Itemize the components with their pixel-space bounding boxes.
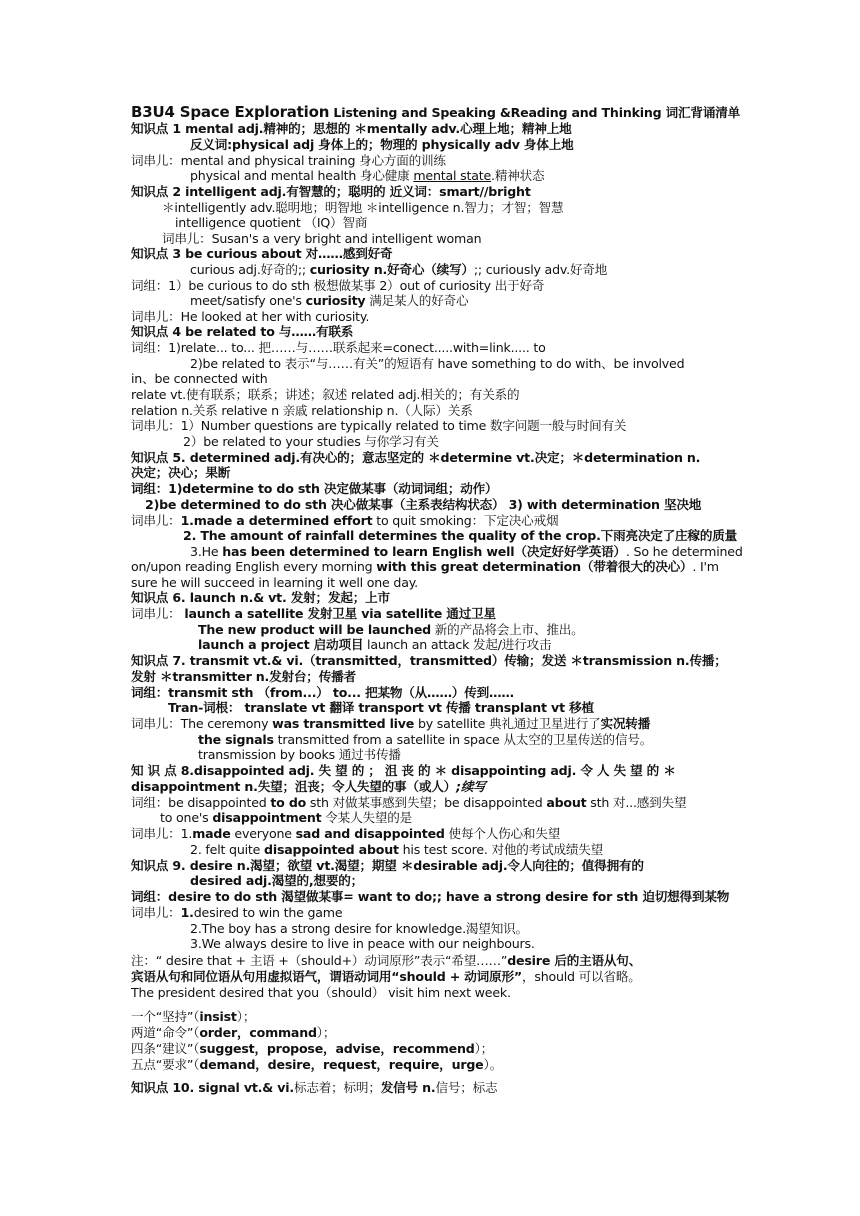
text-segment: in、be connected with — [131, 371, 268, 386]
text-line — [190, 262, 607, 277]
text-segment: mental state — [413, 168, 492, 183]
text-segment: desired adj.渴望的,想要的； — [190, 873, 364, 888]
text-segment: 2. The amount of rainfall determines the quality of the crop.下雨亮决定了庄稼的质量 — [183, 528, 738, 543]
text-line — [168, 700, 594, 715]
text-segment: 知识点 6. launch n.& vt. 发射；发起；上市 — [131, 590, 390, 605]
text-segment: physical and mental health 身心健康 — [190, 168, 414, 183]
text-segment: relate vt.使有联系；联系；讲述；叙述 related adj.相关的；有关系的 — [131, 387, 520, 402]
text-segment: 词串儿： — [131, 905, 181, 920]
text-segment: the signals — [198, 732, 274, 747]
text-line — [131, 716, 650, 731]
text-segment: on/upon reading English every morning — [131, 559, 377, 574]
text-segment: made — [192, 826, 231, 841]
text-line — [131, 105, 740, 120]
text-line — [131, 653, 727, 668]
text-line — [131, 481, 497, 496]
text-segment: intelligence quotient （IQ）智商 — [175, 215, 368, 230]
text-segment: desired to win the game — [193, 905, 343, 920]
text-segment: 知 识 点 8.disappointed adj. 失 望 的 ； 沮 丧 的 ＊ disappointing adj. 令 人 失 望 的 ＊ — [131, 763, 676, 778]
text-segment: curious adj.好奇的;; — [190, 262, 310, 277]
text-segment: 使每个人伤心和失望 — [444, 826, 561, 841]
text-line — [190, 356, 684, 371]
text-segment: 词串儿：1. — [131, 826, 193, 841]
text-line — [131, 953, 641, 968]
text-line — [131, 246, 392, 261]
text-line — [190, 936, 535, 951]
text-segment: sth 对...感到失望 — [586, 795, 687, 810]
text-segment: 知识点 5. determined adj.有决心的；意志坚定的 ＊determine vt.决定；＊determination n. — [131, 450, 701, 465]
text-segment: 知识点 7. transmit vt.& vi.（transmitted，transmitted）传输；发送 ＊transmission n.传播； — [131, 653, 727, 668]
text-segment: ;; curiously adv.好奇地 — [473, 262, 608, 277]
text-line — [131, 403, 473, 418]
text-segment: with this great determination（带着很大的决心） — [376, 559, 693, 574]
text-segment: 实况转播 — [600, 716, 651, 731]
text-segment: has been determined to learn English well（决定好好学英语） — [222, 544, 626, 559]
text-line — [198, 732, 652, 747]
text-segment: B3U4 Space Exploration — [131, 103, 330, 121]
text-segment: curiosity n.好奇心（续写） — [309, 262, 474, 277]
text-line — [131, 559, 719, 574]
text-line — [131, 465, 230, 480]
text-segment: 新的产品将会上市、推出。 — [430, 622, 584, 637]
text-segment: .精神状态 — [491, 168, 545, 183]
text-segment: Tran-词根： translate vt 翻译 transport vt 传播 transplant vt 移植 — [168, 700, 594, 715]
text-line — [131, 985, 511, 1000]
text-line — [131, 779, 486, 794]
text-segment: 词串儿：1）Number questions are typically related to time 数字问题一般与时间有关 — [131, 418, 627, 433]
text-segment: desire 后的主语从句、 — [507, 953, 642, 968]
text-line — [162, 200, 563, 215]
text-line — [131, 575, 418, 590]
text-segment: 宾语从句和同位语从句用虚拟语气，谓语动词用“should + 动词原形” — [131, 969, 522, 984]
text-line — [183, 434, 439, 449]
text-segment: 四条“建议”（ — [131, 1041, 200, 1056]
text-line — [131, 418, 626, 433]
text-line — [131, 969, 641, 984]
text-segment: 2)be determined to do sth 决心做某事（主系表结构状态） 3) with determination 坚决地 — [145, 497, 702, 512]
text-segment: 反义词:physical adj 身体上的；物理的 physically adv 身体上地 — [190, 137, 574, 152]
text-segment: launch an attack 发起/进行攻击 — [363, 637, 552, 652]
text-segment: ）。 — [483, 1057, 503, 1072]
text-line — [131, 1025, 335, 1040]
text-segment: ）； — [474, 1041, 494, 1056]
text-line — [131, 153, 446, 168]
text-segment: 注：“ desire that + 主语 +（should+）动词原形”表示“希望……” — [131, 953, 508, 968]
text-segment: launch a satellite 发射卫星 via satellite 通过卫星 — [184, 606, 496, 621]
text-line — [198, 747, 401, 762]
text-segment: transmitted from a satellite in space 从太空的卫星传送的信号。 — [273, 732, 653, 747]
text-segment: a determined effort — [236, 513, 373, 528]
text-segment: . I'm — [692, 559, 719, 574]
text-segment: to one's — [160, 810, 213, 825]
text-segment: transmission by books 通过书传播 — [198, 747, 401, 762]
text-segment: The new product will be launched — [198, 622, 431, 637]
text-line — [131, 685, 514, 700]
text-segment: 知识点 1 mental adj.精神的；思想的 ＊mentally adv.心理上地；精神上地 — [131, 121, 572, 136]
text-segment: to do — [270, 795, 307, 810]
text-line — [131, 795, 686, 810]
text-segment: 知识点 10. signal vt.& vi. — [131, 1080, 294, 1095]
text-segment: ）； — [316, 1025, 336, 1040]
text-line — [190, 873, 363, 888]
text-segment: suggest，propose，advise，recommend — [199, 1041, 475, 1056]
text-segment: 信号；标志 — [435, 1080, 498, 1095]
text-segment: 满足某人的好奇心 — [365, 293, 469, 308]
text-segment: curiosity — [305, 293, 366, 308]
text-segment: Listening and Speaking &Reading and Thinking — [329, 105, 666, 120]
text-line — [131, 905, 342, 920]
text-segment: by satellite 典礼通过卫星进行了 — [414, 716, 601, 731]
text-line — [131, 387, 519, 402]
text-segment: 词串儿： — [131, 606, 185, 621]
text-segment: ＊intelligently adv.聪明地；明智地 ＊intelligence n.智力；才智；智慧 — [162, 200, 564, 215]
text-segment: 2. felt quite — [190, 842, 265, 857]
text-segment: 词串儿：mental and physical training 身心方面的训练 — [131, 153, 446, 168]
text-segment: 3.We always desire to live in peace with our neighbours. — [190, 936, 535, 951]
text-line — [131, 1057, 502, 1072]
text-segment: 两道“命令”（ — [131, 1025, 200, 1040]
text-line — [131, 1009, 255, 1024]
text-line — [190, 842, 603, 857]
text-segment: meet/satisfy one's — [190, 293, 306, 308]
text-segment: disappointment — [212, 810, 322, 825]
text-segment: 词组：be disappointed — [131, 795, 271, 810]
text-segment: . So he determined — [625, 544, 743, 559]
text-line — [131, 1080, 497, 1095]
text-segment: 知识点 3 be curious about 对……感到好奇 — [131, 246, 393, 261]
text-segment: 决定；决心；果断 — [131, 465, 231, 480]
text-segment: insist — [199, 1009, 237, 1024]
text-segment: order，command — [199, 1025, 317, 1040]
text-line — [198, 637, 551, 652]
text-segment: 词组：1）be curious to do sth 极想做某事 2）out of curiosity 出于好奇 — [131, 278, 545, 293]
text-segment: 1. — [180, 513, 194, 528]
text-segment: demand，desire，request，require，urge — [199, 1057, 484, 1072]
text-segment: ;续写 — [456, 779, 486, 794]
text-segment: 词串儿：He looked at her with curiosity. — [131, 309, 370, 324]
text-segment: 2）be related to your studies 与你学习有关 — [183, 434, 439, 449]
text-segment: The president desired that you（should） visit him next week. — [131, 985, 511, 1000]
text-line — [131, 826, 560, 841]
text-line — [131, 590, 390, 605]
text-segment: was transmitted live — [272, 716, 415, 731]
text-segment: 一个“坚持”（ — [131, 1009, 200, 1024]
text-segment: 词串儿：Susan's a very bright and intelligent woman — [162, 231, 482, 246]
text-segment: 知识点 4 be related to 与……有联系 — [131, 324, 354, 339]
text-segment: 词串儿：The ceremony — [131, 716, 273, 731]
text-segment: disappointment n.失望；沮丧；令人失望的事（或人） — [131, 779, 456, 794]
text-line — [131, 669, 356, 684]
text-segment: his test score. 对他的考试成绩失望 — [398, 842, 604, 857]
text-line — [160, 810, 412, 825]
text-line — [162, 231, 481, 246]
text-line — [183, 528, 737, 543]
text-line — [131, 889, 729, 904]
text-line — [131, 450, 700, 465]
text-segment: made — [193, 513, 237, 528]
text-line — [131, 184, 531, 199]
text-line — [131, 309, 369, 324]
text-segment: 词组：1)relate... to... 把……与……联系起来=conect.....with=link..... to — [131, 340, 546, 355]
text-segment: 3.He — [190, 544, 223, 559]
text-segment: 发信号 n. — [380, 1080, 436, 1095]
text-line — [131, 121, 572, 136]
text-segment: 发射 ＊transmitter n.发射台；传播者 — [131, 669, 356, 684]
text-segment: sure he will succeed in learning it well one day. — [131, 575, 418, 590]
text-line — [131, 763, 676, 778]
text-line — [198, 622, 584, 637]
text-line — [131, 513, 558, 528]
text-segment: ，should 可以省略。 — [521, 969, 641, 984]
text-segment: relation n.关系 relative n 亲戚 relationship n.（人际）关系 — [131, 403, 473, 418]
text-line — [190, 137, 574, 152]
text-line — [175, 215, 367, 230]
text-line — [131, 278, 544, 293]
text-segment: 词组：1)determine to do sth 决定做某事（动词词组；动作） — [131, 481, 498, 496]
text-segment: everyone — [230, 826, 296, 841]
text-segment: 知识点 9. desire n.渴望；欲望 vt.渴望；期望 ＊desirable adj.令人向往的；值得拥有的 — [131, 858, 644, 873]
text-segment: 令某人失望的是 — [321, 810, 413, 825]
text-segment: sth 对做某事感到失望；be disappointed — [306, 795, 547, 810]
text-segment: launch a project 启动项目 — [198, 637, 364, 652]
text-line — [131, 324, 353, 339]
text-line — [131, 1041, 493, 1056]
text-line — [190, 921, 528, 936]
text-line — [131, 340, 546, 355]
text-segment: 2.The boy has a strong desire for knowledge.渴望知识。 — [190, 921, 528, 936]
text-segment: 1. — [180, 905, 194, 920]
text-segment: to quit smoking：下定决心戒烟 — [372, 513, 559, 528]
text-segment: ）； — [236, 1009, 256, 1024]
text-segment: 标志着；标明； — [293, 1080, 381, 1095]
text-segment: 知识点 2 intelligent adj.有智慧的；聪明的 近义词：smart//bright — [131, 184, 531, 199]
text-segment: 词组：desire to do sth 渴望做某事= want to do;; have a strong desire for sth 迫切想得到某物 — [131, 889, 730, 904]
text-line — [131, 858, 644, 873]
text-line — [190, 168, 544, 183]
text-segment: 2)be related to 表示“与……有关”的短语有 have something to do with、be involved — [190, 356, 685, 371]
text-segment: disappointed about — [264, 842, 399, 857]
text-segment: sad and disappointed — [295, 826, 445, 841]
text-segment: 五点“要求”（ — [131, 1057, 200, 1072]
text-line — [190, 293, 468, 308]
text-line — [145, 497, 701, 512]
text-line — [190, 544, 743, 559]
text-segment: 词串儿： — [131, 513, 181, 528]
text-segment: about — [546, 795, 587, 810]
text-segment: 词汇背诵清单 — [665, 105, 741, 120]
text-line — [131, 371, 268, 386]
text-segment: 词组：transmit sth （from...） to... 把某物（从……）传到…… — [131, 685, 514, 700]
text-line — [131, 606, 496, 621]
